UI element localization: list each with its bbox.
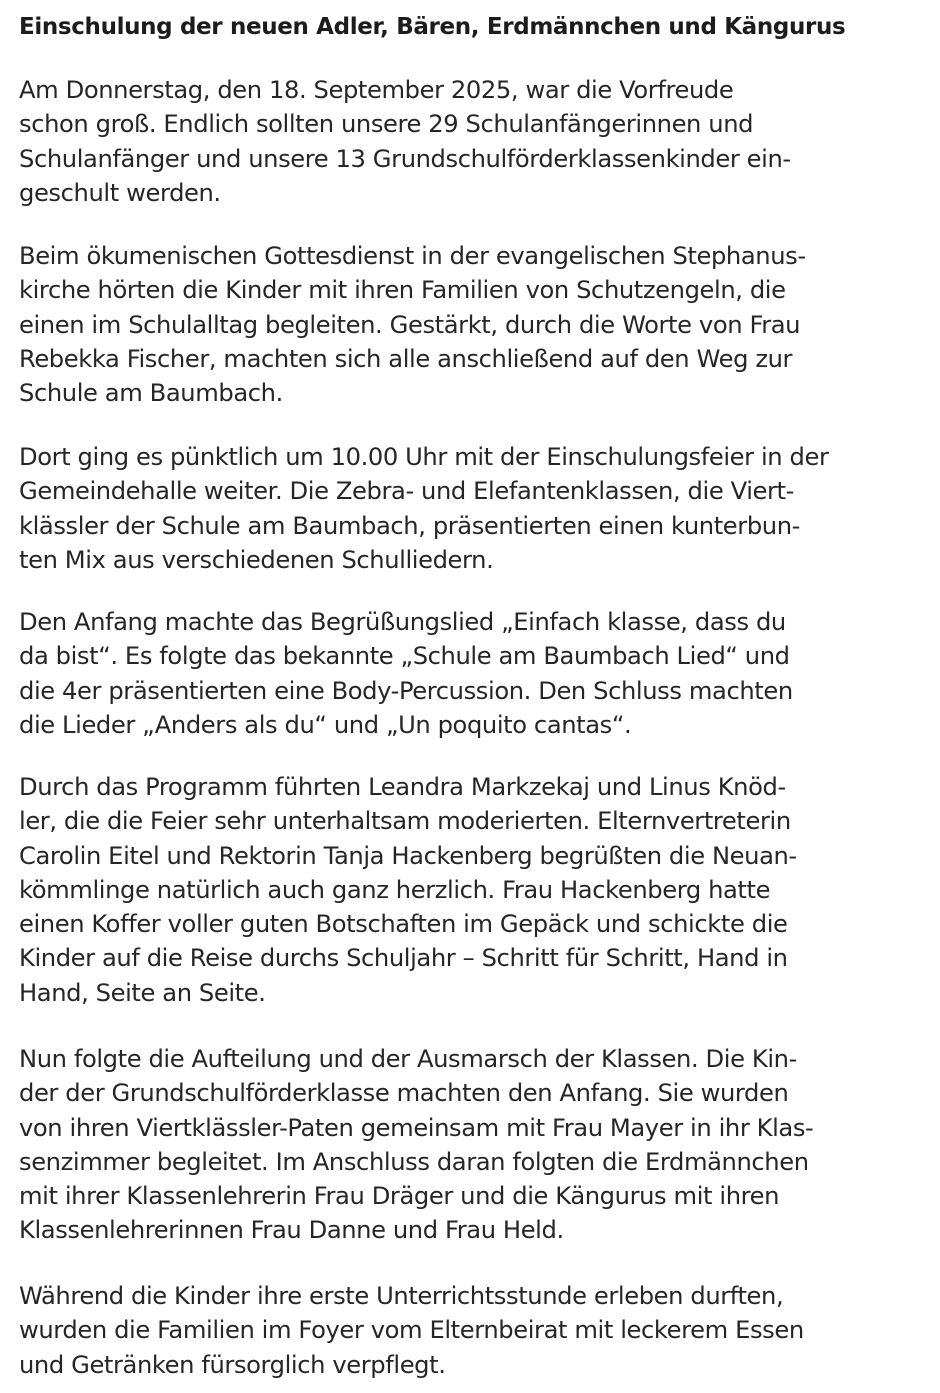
- text-line: Gemeindehalle weiter. Die Zebra- und Elefantenklassen, die Viert-: [19, 477, 794, 506]
- text-line: Nun folgte die Aufteilung und der Ausmarsch der Klassen. Die Kin-: [19, 1045, 797, 1073]
- text-line: Kinder auf die Reise durchs Schuljahr – Schritt für Schritt, Hand in: [19, 944, 788, 973]
- text-line: Rebekka Fischer, machten sich alle anschließend auf den Weg zur: [19, 344, 793, 373]
- text-line: kömmlinge natürlich auch ganz herzlich. Frau Hackenberg hatte: [19, 875, 771, 904]
- text-line: mit ihrer Klassenlehrerin Frau Dräger und die Kängurus mit ihren: [19, 1182, 780, 1211]
- text-line: Den Anfang machte das Begrüßungslied „Einfach klasse, dass du: [19, 608, 786, 636]
- text-line: Während die Kinder ihre erste Unterrichtsstunde erleben durften,: [19, 1282, 784, 1310]
- text-line: wurden die Familien im Foyer vom Elternbeirat mit leckerem Essen: [19, 1316, 804, 1345]
- text-line: Schule am Baumbach.: [19, 379, 283, 408]
- text-line: Durch das Programm führten Leandra Markzekaj und Linus Knöd-: [19, 773, 786, 801]
- text-line: klässler der Schule am Baumbach, präsentierten einen kunterbun-: [19, 511, 800, 540]
- text-line: die 4er präsentierten eine Body-Percussion. Den Schluss machten: [19, 676, 793, 705]
- paragraph-program: [19, 770, 797, 1010]
- text-line: geschult werden.: [19, 178, 221, 207]
- text-line: schon groß. Endlich sollten unsere 29 Schulanfängerinnen und: [19, 110, 754, 139]
- text-line: senzimmer begleitet. Im Anschluss daran folgten die Erdmännchen: [19, 1147, 809, 1176]
- text-line: Klassenlehrerinnen Frau Danne und Frau Held.: [19, 1216, 564, 1245]
- paragraph-enrollment-day: [19, 73, 791, 210]
- paragraph-catering: [19, 1279, 804, 1382]
- text-line: Beim ökumenischen Gottesdienst in der evangelischen Stephanus-: [19, 242, 806, 270]
- text-line: einen im Schulalltag begleiten. Gestärkt, durch die Worte von Frau: [19, 310, 801, 339]
- text-line: Dort ging es pünktlich um 10.00 Uhr mit der Einschulungsfeier in der: [19, 443, 829, 471]
- text-line: Hand, Seite an Seite.: [19, 978, 266, 1007]
- paragraph-class-division: [19, 1042, 813, 1248]
- article-title: Einschulung der neuen Adler, Bären, Erdmännchen und Kängurus: [19, 14, 846, 40]
- paragraph-songs: [19, 605, 793, 742]
- text-line: Carolin Eitel und Rektorin Tanja Hackenberg begrüßten die Neuan-: [19, 841, 797, 870]
- paragraph-church-service: [19, 239, 806, 410]
- text-line: Am Donnerstag, den 18. September 2025, war die Vorfreude: [19, 76, 734, 104]
- text-line: die Lieder „Anders als du“ und „Un poquito cantas“.: [19, 710, 632, 739]
- text-line: und Getränken fürsorglich verpflegt.: [19, 1350, 446, 1379]
- paragraph-ceremony: [19, 440, 829, 577]
- text-line: kirche hörten die Kinder mit ihren Familien von Schutzengeln, die: [19, 276, 786, 305]
- text-line: der der Grundschulförderklasse machten den Anfang. Sie wurden: [19, 1079, 789, 1108]
- text-line: ten Mix aus verschiedenen Schulliedern.: [19, 545, 494, 574]
- text-line: da bist“. Es folgte das bekannte „Schule am Baumbach Lied“ und: [19, 642, 790, 671]
- text-line: Schulanfänger und unsere 13 Grundschulförderklassenkinder ein-: [19, 144, 791, 173]
- text-line: von ihren Viertklässler-Paten gemeinsam mit Frau Mayer in ihr Klas-: [19, 1113, 814, 1142]
- text-line: ler, die die Feier sehr unterhaltsam moderierten. Elternvertreterin: [19, 807, 791, 836]
- text-line: einen Koffer voller guten Botschaften im Gepäck und schickte die: [19, 910, 788, 939]
- article: [19, 10, 921, 1379]
